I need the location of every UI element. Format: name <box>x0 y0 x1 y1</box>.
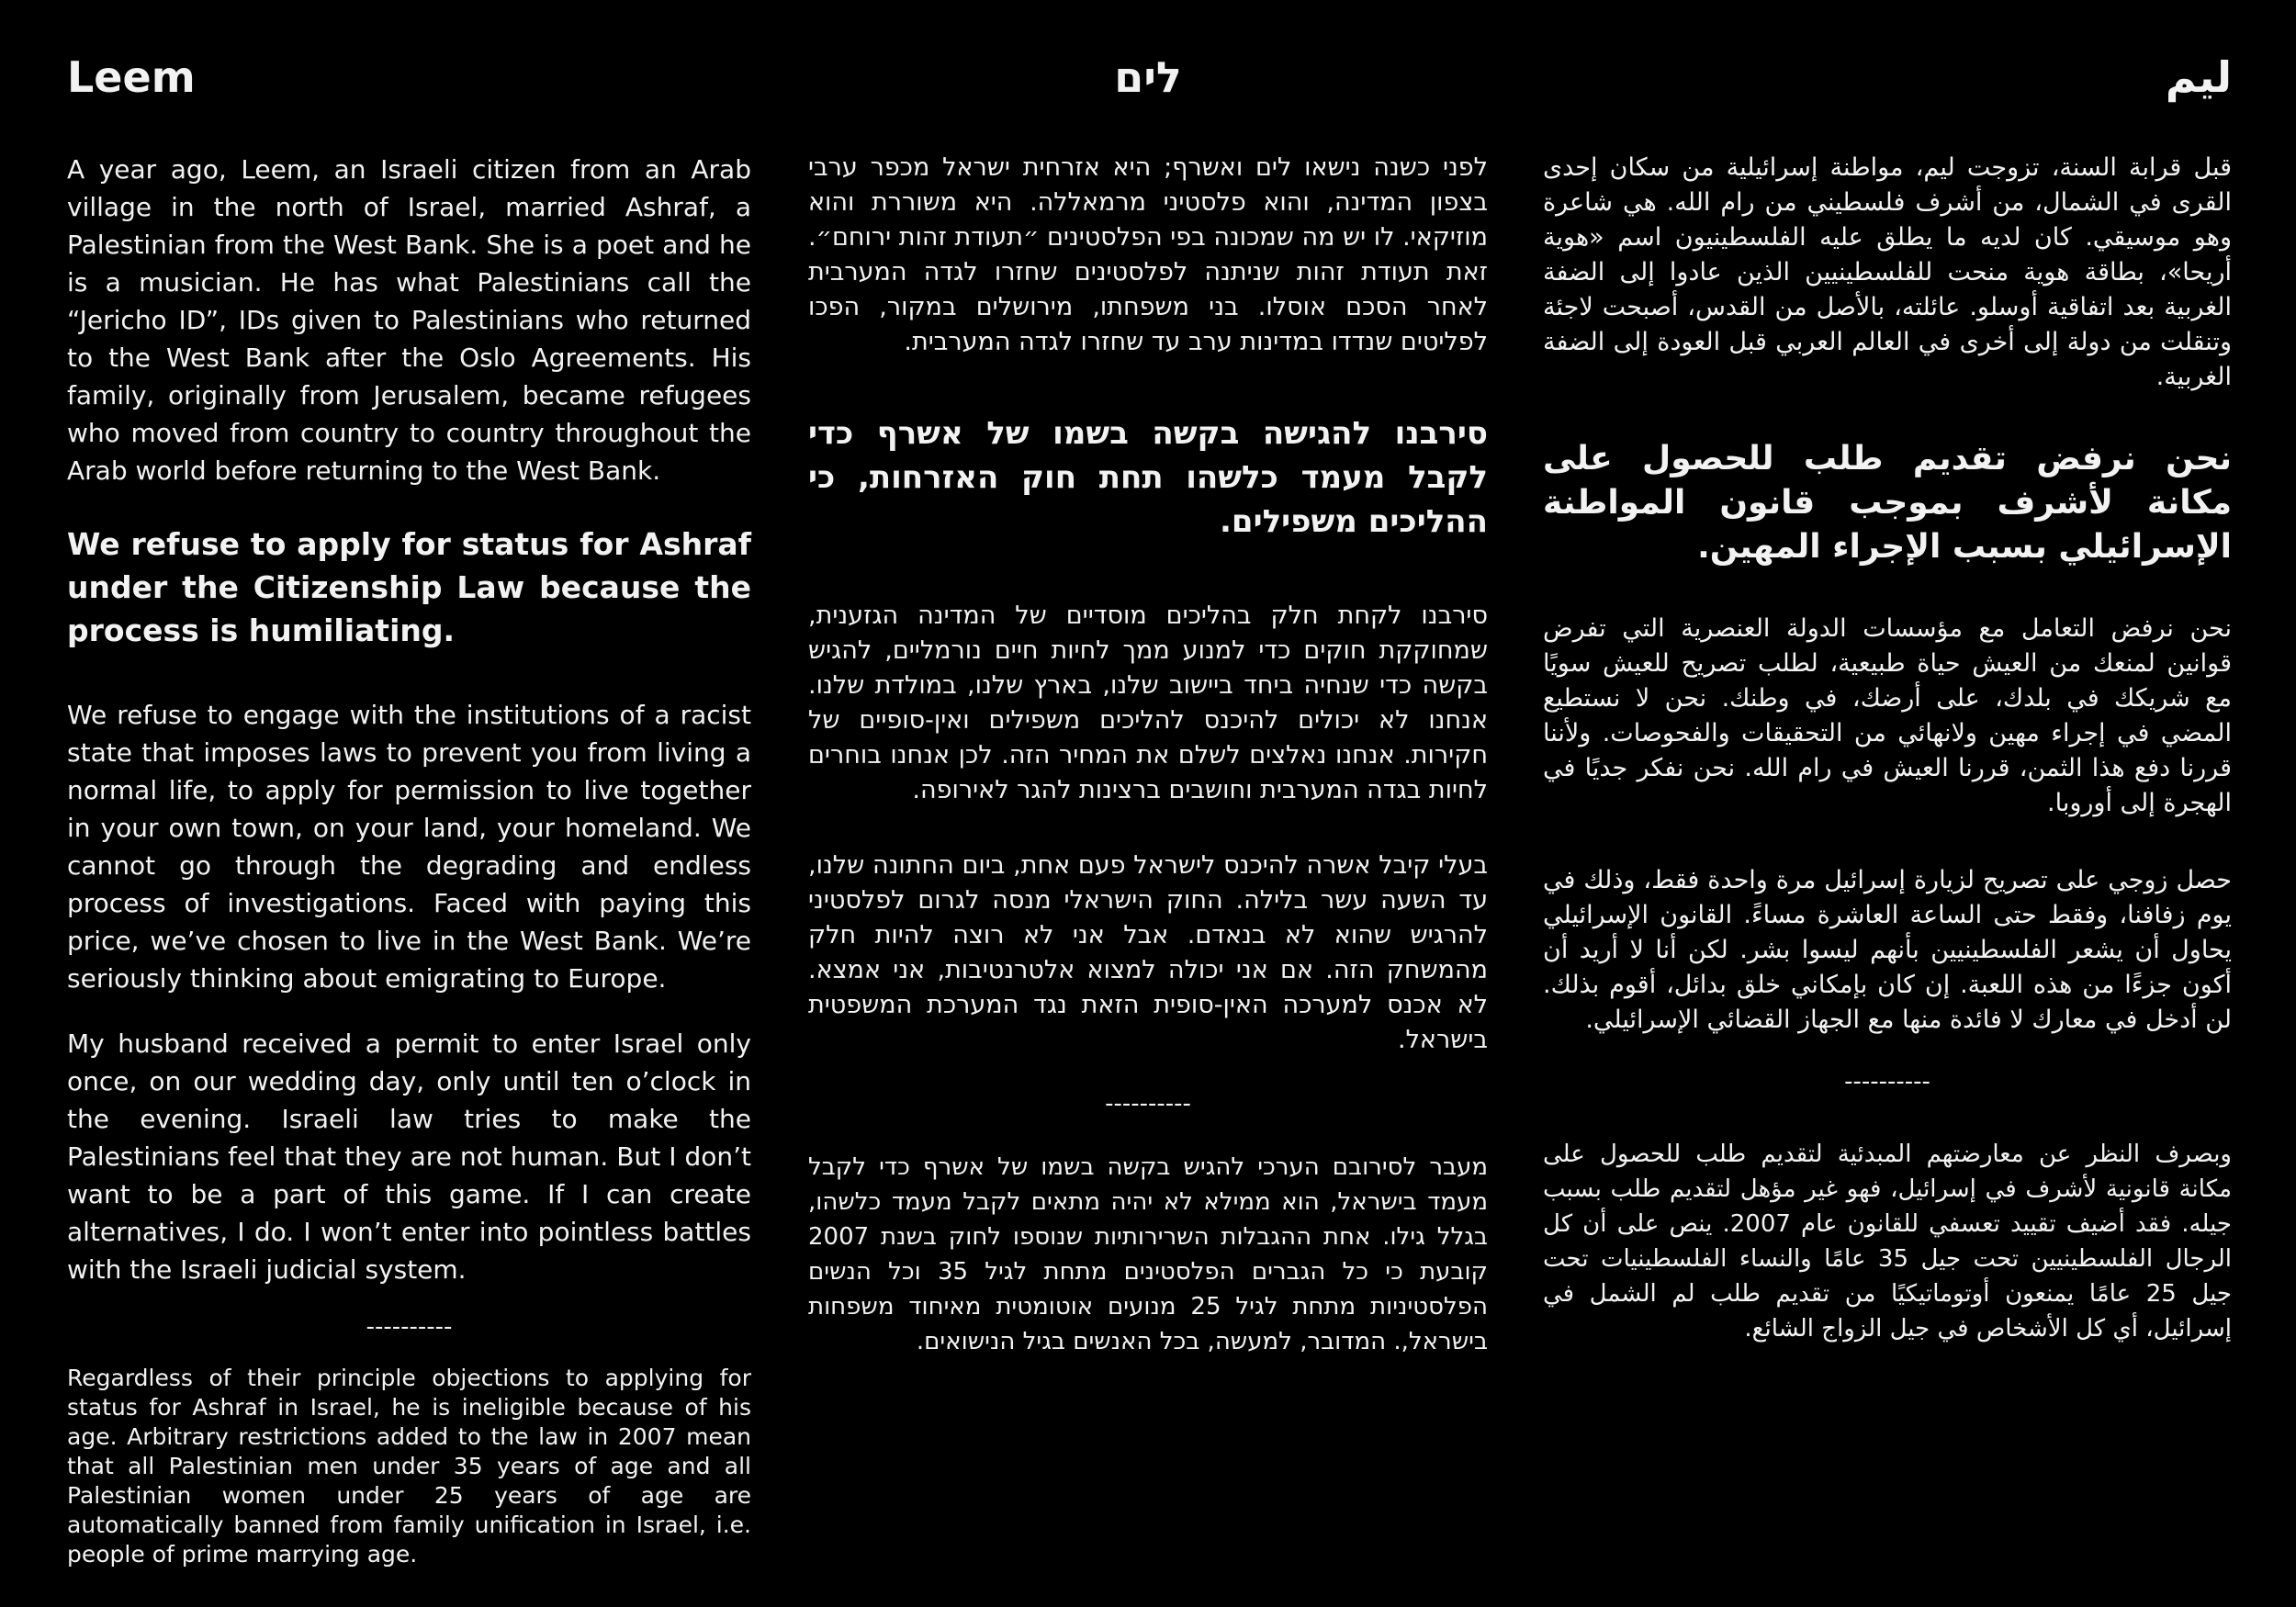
english-intro-paragraph: A year ago, Leem, an Israeli citizen from an Arab village in the north of Israel, married Ashraf, a Palestinian from the West Bank. She is a poet and he is a musician. He has what Palestinians call the “Jericho ID”, IDs given to Palestinians who returned to the West Bank after the Oslo Agreements. His family, originally from Jerusalem, became refugees who moved from country to country throughout the Arab world before returning to the West Bank. <box>67 154 751 486</box>
english-paragraph-permit: My husband received a permit to enter Israel only once, on our wedding day, only until ten o’clock in the evening. Israeli law tries to make the Palestinians feel that they are not human. But I don’t want to be a part of this game. If I can create alternatives, I do. I won’t enter into pointless battles with the Israeli judicial system. <box>67 1028 751 1285</box>
arabic-title: ليم <box>2165 52 2232 102</box>
arabic-column <box>1543 48 2232 1346</box>
hebrew-paragraph-refusal: סירבנו לקחת חלק בהליכים מוסדיים של המדינה הגזענית, שמחוקקת חוקים כדי למנוע ממך לחיות חיים נורמליים, להגיש בקשה כדי שנחיה ביחד ביישוב שלנו, בארץ שלנו, במולדת שלנו. אנחנו לא יכולים להיכנס להליכים משפילים ואין-סופיים של חקירות. אנחנו נאלצים לשלם את המחיר הזה. לכן אנחנו בוחרים לחיות בגדה המערבית וחושבים ברצינות להגר לאירופה. <box>808 601 1488 804</box>
hebrew-note: מעבר לסירובם הערכי להגיש בקשה בשמו של אשרף כדי לקבל מעמד בישראל, הוא ממילא לא יהיה מתאים לקבל מעמד כלשהו, בגלל גילו. אחת ההגבלות השרירותיות שנוספו לחוק בשנת 2007 קובעת כי כל הגברים הפלסטינים מתחת לגיל 35 וכל הנשים הפלסטיניות מתחת לגיל 25 מנועים אוטומטית מאיחוד משפחות בישראל,. המדובר, למעשה, בכל האנשים בגיל הנישואים. <box>808 1153 1488 1355</box>
hebrew-separator: ---------- <box>1105 1090 1191 1118</box>
hebrew-column <box>808 48 1488 1359</box>
hebrew-paragraph-permit: בעלי קיבל אשרה להיכנס לישראל פעם אחת, ביום החתונה שלנו, עד השעה עשר בלילה. החוק הישראלי מנסה לגרום לפלסטיני להרגיש שהוא לא בנאדם. אבל אני לא רוצה להיות חלק מהמשחק הזה. אם אני יכולה למצוא אלטרנטיבות, אני אמצא. לא אכנס למערכה האין-סופית הזאת נגד המערכת המשפטית בישראל. <box>808 851 1488 1054</box>
hebrew-title: לים <box>1114 52 1182 102</box>
english-separator: ---------- <box>366 1313 453 1341</box>
english-column <box>67 48 751 1569</box>
hebrew-intro-paragraph: לפני כשנה נישאו לים ואשרף; היא אזרחית ישראל מכפר ערבי בצפון המדינה, והוא פלסטיני מרמאללה. היא משוררת והוא מוזיקאי. לו יש מה שמכונה בפי הפלסטינים ״תעודת זהות ירוחם״. זאת תעודת זהות שניתנה לפלסטינים שחזרו לגדה המערבית לאחר הסכם אוסלו. בני משפחתו, מירושלים במקור, הפכו לפליטים שנדדו במדינות ערב עד שחזרו לגדה המערבית. <box>808 153 1488 356</box>
arabic-note: وبصرف النظر عن معارضتهم المبدئية لتقديم طلب للحصول على مكانة قانونية لأشرف في إسرائيل، فهو غير مؤهل لتقديم طلب بسبب جيله. فقد أضيف تقييد تعسفي للقانون عام 2007. ينص على أن كل الرجال الفلسطينيين تحت جيل 35 عامًا والنساء الفلسطينيات تحت جيل 25 عامًا يمنعون أوتوماتيكيًا من تقديم طلب لم الشمل في إسرائيل، أي كل الأشخاص في جيل الزواج الشائع. <box>1543 1141 2233 1343</box>
english-paragraph-refusal: We refuse to engage with the institutions of a racist state that imposes laws to prevent you from living a normal life, to apply for permission to live together in your own town, on your land, your homeland. We cannot go through the degrading and endless process of investigations. Faced with paying this price, we’ve chosen to live in the West Bank. We’re seriously thinking about emigrating to Europe. <box>67 700 751 994</box>
arabic-separator: ---------- <box>1844 1068 1930 1096</box>
english-title: Leem <box>67 52 196 102</box>
arabic-lead-statement: نحن نرفض تقديم طلب للحصول على مكانة لأشرف بموجب قانون المواطنة الإسرائيلي بسبب الإجراء المهين. <box>1543 440 2232 566</box>
arabic-paragraph-refusal: نحن نرفض التعامل مع مؤسسات الدولة العنصرية التي تفرض قوانين لمنعك من العيش حياة طبيعية، لطلب تصريح للعيش سويًا مع شريكك في بلدك، على أرضك، في وطنك. نحن لا نستطيع المضي في إجراء مهين ولانهائي من التحقيقات والفحوصات. ولأننا قررنا دفع هذا الثمن، قررنا العيش في رام الله. نحن نفكر جديًا في الهجرة إلى أوروبا. <box>1543 614 2232 817</box>
english-note: Regardless of their principle objections to applying for status for Ashraf in Israel, he is ineligible because of his age. Arbitrary restrictions added to the law in 2007 mean that all Palestinian men under 35 years of age and all Palestinian women under 25 years of age are automatically banned from family unification in Israel, i.e. people of prime marrying age. <box>67 1365 751 1568</box>
arabic-intro-paragraph: قبل قرابة السنة، تزوجت ليم، مواطنة إسرائيلية من سكان إحدى القرى في الشمال، من أشرف فلسطيني من رام الله. هي شاعرة وهو موسيقي. كان لديه ما يطلق عليه الفلسطينيون اسم «هوية أريحا»، بطاقة هوية منحت للفلسطينيين الذين عادوا إلى الضفة الغربية بعد اتفاقية أوسلو. عائلته، بالأصل من القدس، أصبحت لاجئة وتنقلت من دولة إلى أخرى في العالم العربي قبل العودة إلى الضفة الغربية. <box>1543 153 2232 391</box>
english-lead-statement: We refuse to apply for status for Ashraf under the Citizenship Law because the process is humiliating. <box>67 526 751 648</box>
arabic-paragraph-permit: حصل زوجي على تصريح لزيارة إسرائيل مرة واحدة فقط، وذلك في يوم زفافنا، وفقط حتى الساعة العاشرة مساءً. القانون الإسرائيلي يحاول أن يشعر الفلسطينيين بأنهم ليسوا بشر. لكن أنا لا أريد أن أكون جزءًا من هذه اللعبة. إن كان بإمكاني خلق بدائل، أقوم بذلك. لن أدخل في معارك لا فائدة منها مع الجهاز القضائي الإسرائيلي. <box>1543 866 2232 1034</box>
hebrew-lead-statement: סירבנו להגישה בקשה בשמו של אשרף כדי לקבל מעמד כלשהו תחת חוק האזרחות, כי ההליכים משפילים. <box>808 415 1488 540</box>
